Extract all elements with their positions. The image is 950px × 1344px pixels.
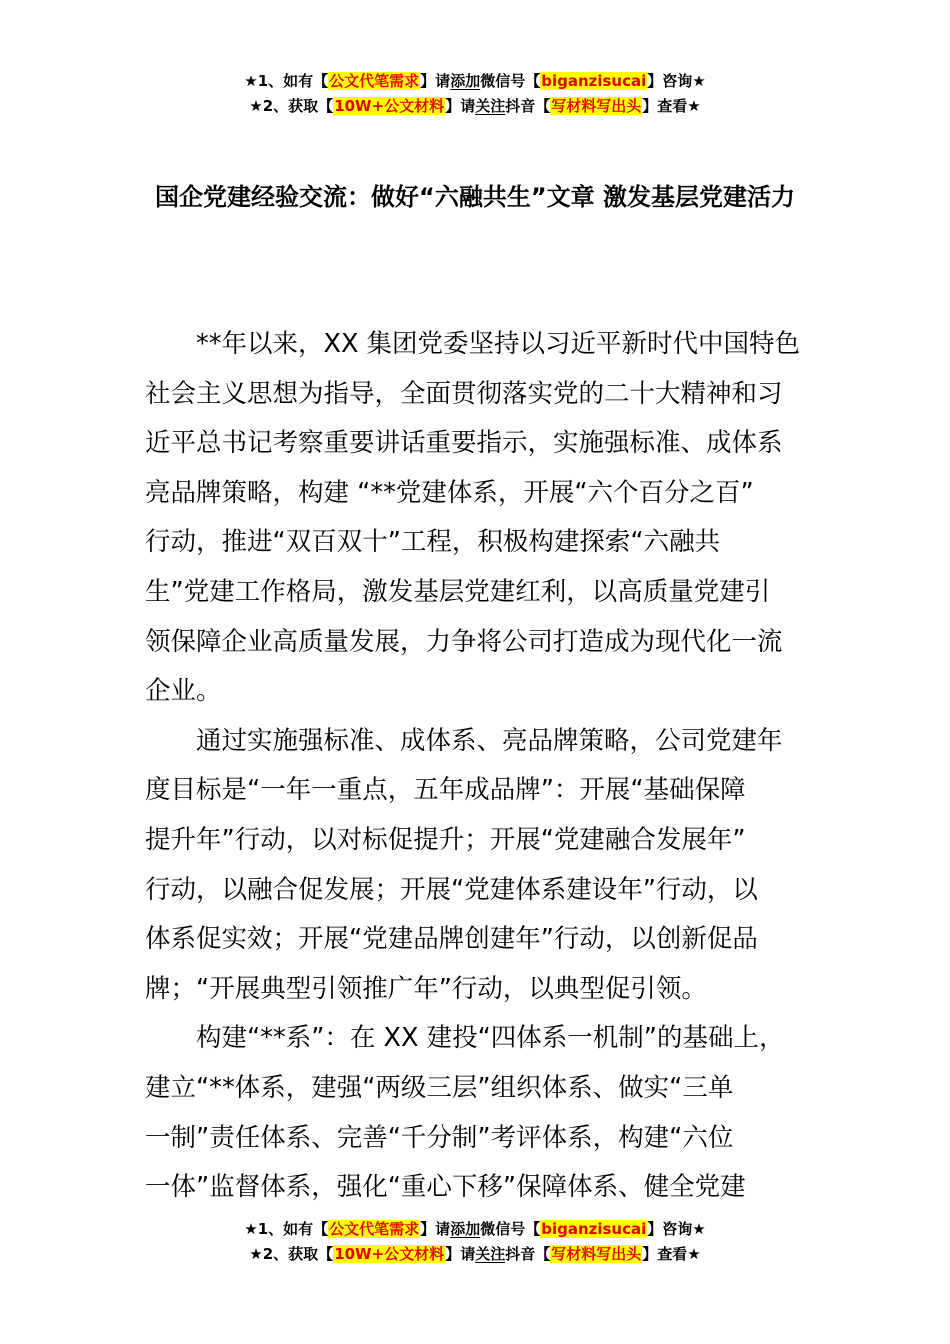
text-line: 生”党建工作格局，激发基层党建红利，以高质量党建引 <box>145 576 771 607</box>
text-line: 一制”责任体系、完善“千分制”考评体系，构建“六位 <box>145 1122 734 1153</box>
text-line: 近平总书记考察重要讲话重要指示，实施强标准、成体系 <box>145 428 783 459</box>
text-line: 领保障企业高质量发展，力争将公司打造成为现代化一流 <box>145 626 783 657</box>
text-line: 牌；“开展典型引领推广年”行动，以典型促引领。 <box>145 973 707 1004</box>
highlight-wechat-id: biganzisucai <box>541 72 647 90</box>
document-title: 国企党建经验交流：做好“六融共生”文章 激发基层党建活力 <box>155 183 795 211</box>
text-line: 行动，推进“双百双十”工程，积极构建探索“六融共 <box>145 527 721 558</box>
text-line: 体系促实效；开展“党建品牌创建年”行动，以创新促品 <box>145 924 758 955</box>
text-line: 提升年”行动，以对标促提升；开展“党建融合发展年” <box>145 824 746 855</box>
text-line: 行动，以融合促发展；开展“党建体系建设年”行动，以 <box>145 874 758 905</box>
highlight-service: 公文代笔需求 <box>329 72 420 90</box>
text-line: **年以来，XX 集团党委坚持以习近平新时代中国特色 <box>196 329 801 359</box>
header-notice <box>0 69 950 119</box>
text-line: 建立“**体系，建强“两级三层”组织体系、做实“三单 <box>145 1072 734 1103</box>
text-line: 一体”监督体系，强化“重心下移”保障体系、健全党建 <box>145 1172 746 1203</box>
text-line: 社会主义思想为指导，全面贯彻落实党的二十大精神和习 <box>145 378 783 409</box>
notice-line-1: ★1、如有【公文代笔需求】请添加微信号【biganzisucai】咨询★ <box>244 72 706 90</box>
document-body <box>145 320 835 1213</box>
text-line: 亮品牌策略，构建 “**党建体系，开展“六个百分之百” <box>145 477 754 508</box>
highlight-douyin-id: 写材料写出头 <box>551 1245 642 1263</box>
text-line: 度目标是“一年一重点，五年成品牌”：开展“基础保障 <box>145 775 746 806</box>
highlight-douyin-id: 写材料写出头 <box>551 97 642 115</box>
highlight-materials: 10W+公文材料 <box>334 1245 445 1263</box>
notice-line-2: ★2、获取【10W+公文材料】请关注抖音【写材料写出头】查看★ <box>249 1245 701 1263</box>
notice-line-1: ★1、如有【公文代笔需求】请添加微信号【biganzisucai】咨询★ <box>244 1220 706 1238</box>
paragraph-1 <box>145 320 835 717</box>
highlight-service: 公文代笔需求 <box>329 1220 420 1238</box>
text-line: 企业。 <box>145 676 222 707</box>
notice-line-2: ★2、获取【10W+公文材料】请关注抖音【写材料写出头】查看★ <box>249 97 701 115</box>
highlight-wechat-id: biganzisucai <box>541 1220 647 1238</box>
paragraph-3 <box>145 1014 835 1212</box>
text-line: 通过实施强标准、成体系、亮品牌策略，公司党建年 <box>196 725 783 756</box>
highlight-materials: 10W+公文材料 <box>334 97 445 115</box>
footer-notice <box>0 1217 950 1267</box>
paragraph-2 <box>145 717 835 1015</box>
text-line: 构建“**系”：在 XX 建投“四体系一机制”的基础上， <box>196 1023 785 1054</box>
